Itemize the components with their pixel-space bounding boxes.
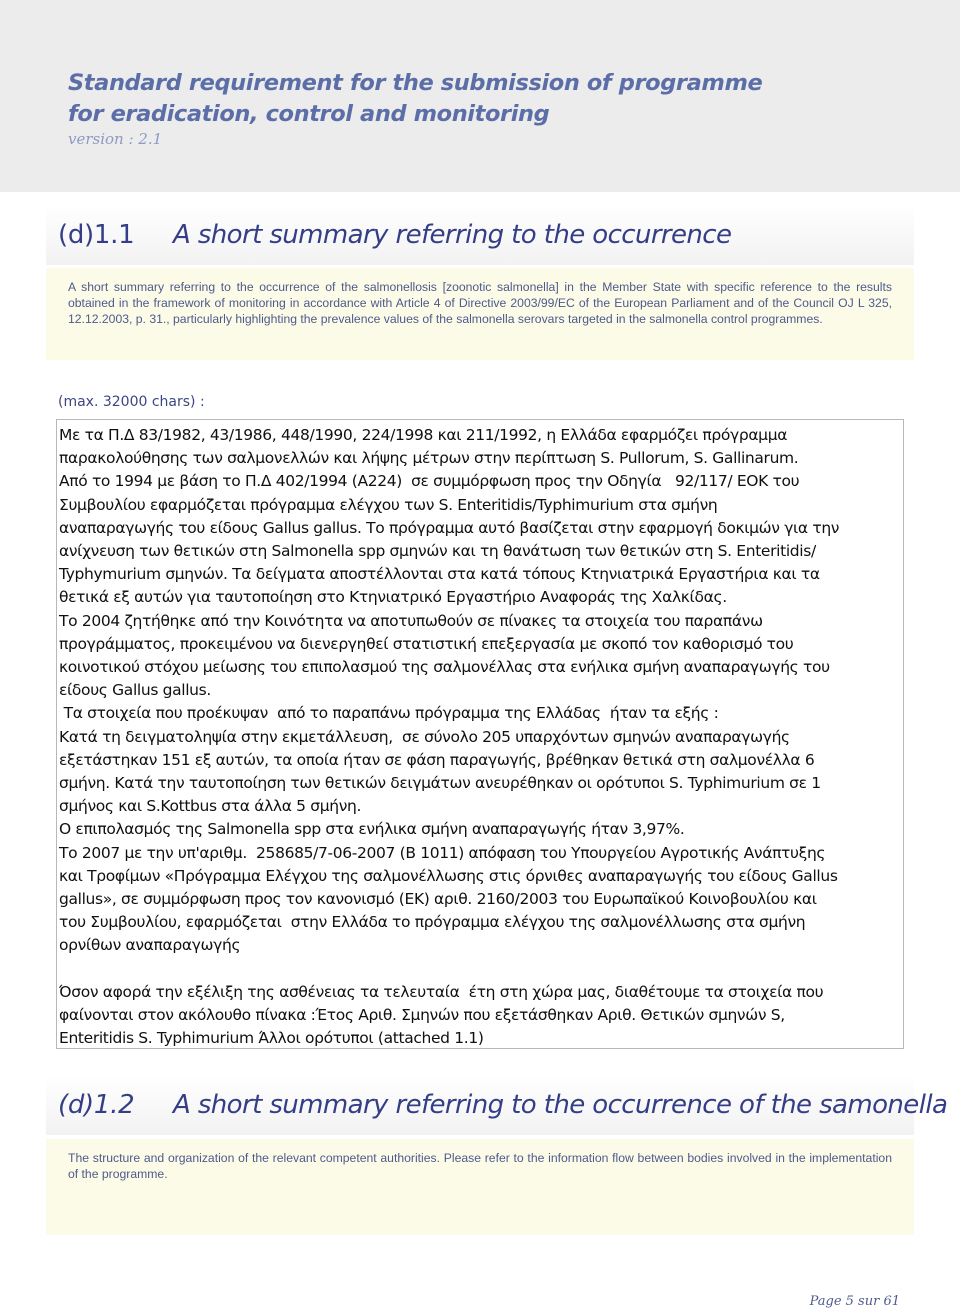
- summary-text-line: Τα στοιχεία που προέκυψαν από το παραπάνω πρόγραμμα της Ελλάδας ήταν τα εξής :: [59, 704, 719, 723]
- section-number: (d)1.2: [58, 1090, 135, 1120]
- summary-text-line: Όσον αφορά την εξέλιξη της ασθένειας τα τελευταία έτη στη χώρα μας, διαθέτουμε τα στοιχεία που: [59, 982, 824, 1001]
- document-title-line2: for eradication, control and monitoring: [68, 101, 550, 127]
- summary-text-line: φαίνονται στον ακόλουθο πίνακα :Έτος Αριθ. Σμηνών που εξετάσθηκαν Αριθ. Θετικών σμηνών S,: [59, 1006, 785, 1025]
- summary-text-line: Με τα Π.Δ 83/1982, 43/1986, 448/1990, 224/1998 και 211/1992, η Ελλάδα εφαρμόζει πρόγραμμα: [59, 426, 788, 444]
- summary-text-line: [59, 958, 901, 981]
- summary-text-line: παρακολούθησης των σαλμονελλών και λήψης μέτρων στην περίπτωση S. Pullorum, S. Gallinarum.: [59, 449, 799, 468]
- max-chars-label: (max. 32000 chars) :: [58, 394, 205, 410]
- document-title-line1: Standard requirement for the submission of programme: [68, 70, 763, 96]
- summary-text-line: είδους Gallus gallus.: [59, 681, 211, 700]
- summary-text-line: ορνίθων αναπαραγωγής: [59, 936, 241, 955]
- summary-text-line: Από το 1994 με βάση το Π.Δ 402/1994 (Α224) σε συμμόρφωση προς την Οδηγία 92/117/ ΕΟΚ του: [59, 472, 800, 491]
- document-title: [68, 68, 762, 130]
- summary-text-line: Typhymurium σμηνών. Τα δείγματα αποστέλλονται στα κατά τόπους Κτηνιατρικά Εργαστήρια και τα: [59, 565, 820, 584]
- summary-text-line: ανίχνευση των θετικών στη Salmonella spp σμηνών και τη θανάτωση των θετικών στη S. Enteritidis/: [59, 542, 816, 561]
- summary-text-line: Το 2007 με την υπ'αριθμ. 258685/7-06-2007 (Β 1011) απόφαση του Υπουργείου Αγροτικής Ανάπτυξης: [59, 843, 826, 862]
- page-header: [0, 0, 960, 192]
- section-description-box: [46, 268, 914, 360]
- document-version: version : 2.1: [68, 130, 163, 148]
- section-heading-d1-2: [46, 1075, 948, 1135]
- summary-text-line: εξετάστηκαν 151 εξ αυτών, τα οποία ήταν σε φάση παραγωγής, βρέθηκαν θετικά στη σαλμονέλλα 6: [59, 750, 815, 769]
- section-number: (d)1.1: [58, 220, 135, 250]
- summary-text-line: κοινοτικού στόχου μείωσης του επιπολασμού της σαλμονέλλας στα ενήλικα σμήνη αναπαραγωγής του: [59, 658, 830, 677]
- section-description: The structure and organization of the relevant competent authorities. Please refer to the information flow between bodies involved in the implementation of the programme.: [68, 1151, 892, 1182]
- summary-text-line: αναπαραγωγής του είδους Gallus gallus. Το πρόγραμμα αυτό βασίζεται στην εφαρμογή δοκιμών για την: [59, 518, 840, 537]
- section-title: A short summary referring to the occurrence of the samonella: [173, 1090, 948, 1120]
- summary-text-line: και Τροφίμων «Πρόγραμμα Ελέγχου της σαλμονέλλωσης στις όρνιθες αναπαραγωγής του είδους Gallus: [59, 866, 838, 885]
- section-title: A short summary referring to the occurrence: [173, 220, 732, 250]
- summary-text-line: προγράμματος, προκειμένου να διενεργηθεί στατιστική επεξεργασία με σκοπό τον καθορισμό του: [59, 634, 794, 653]
- page-number: Page 5 sur 61: [809, 1294, 900, 1309]
- summary-text-line: του Συμβουλίου, εφαρμόζεται στην Ελλάδα το πρόγραμμα ελέγχου της σαλμονέλλωσης στα σμήνη: [59, 913, 806, 932]
- section-description: A short summary referring to the occurrence of the salmonellosis [zoonotic salmonella] in the Member State with specific reference to the results obtained in the framework of monitoring in accordance with Article 4 of Directive 2003/99/EC of the European Parliament and of the Council OJ L 325, 12.12.2003, p. 31., particularly highlighting the prevalence values of the salmonella serovars targeted in the salmonella control programmes.: [68, 280, 892, 327]
- summary-text-line: θετικά εξ αυτών για ταυτοποίηση στο Κτηνιατρικό Εργαστήριο Αναφοράς της Χαλκίδας.: [59, 588, 727, 607]
- section-heading-d1-1: [46, 205, 914, 265]
- summary-text-line: gallus», σε συμμόρφωση προς τον κανονισμό (ΕΚ) αριθ. 2160/2003 του Ευρωπαϊκού Κοινοβουλίου και: [59, 890, 817, 909]
- section-description-box: [46, 1139, 914, 1235]
- summary-text-line: Το 2004 ζητήθηκε από την Κοινότητα να αποτυπωθούν σε πίνακες τα στοιχεία του παραπάνω: [59, 611, 763, 630]
- summary-text-area[interactable]: [56, 419, 904, 1049]
- summary-text-line: Συμβουλίου εφαρμόζεται πρόγραμμα ελέγχου των S. Enteritidis/Typhimurium στα σμήνη: [59, 495, 718, 514]
- summary-text-line: Κατά τη δειγματοληψία στην εκμετάλλευση, σε σύνολο 205 υπαρχόντων σμηνών αναπαραγωγής: [59, 727, 790, 746]
- summary-text-line: Ο επιπολασμός της Salmonella spp στα ενήλικα σμήνη αναπαραγωγής ήταν 3,97%.: [59, 820, 685, 839]
- summary-text-line: σμήνος και S.Kottbus στα άλλα 5 σμήνη.: [59, 797, 362, 816]
- summary-text-line: Enteritidis S. Typhimurium Άλλοι ορότυποι (attached 1.1): [59, 1029, 484, 1048]
- summary-text-line: σμήνη. Κατά την ταυτοποίηση των θετικών δειγμάτων ανευρέθηκαν οι ορότυποι S. Typhimurium σε 1: [59, 774, 821, 793]
